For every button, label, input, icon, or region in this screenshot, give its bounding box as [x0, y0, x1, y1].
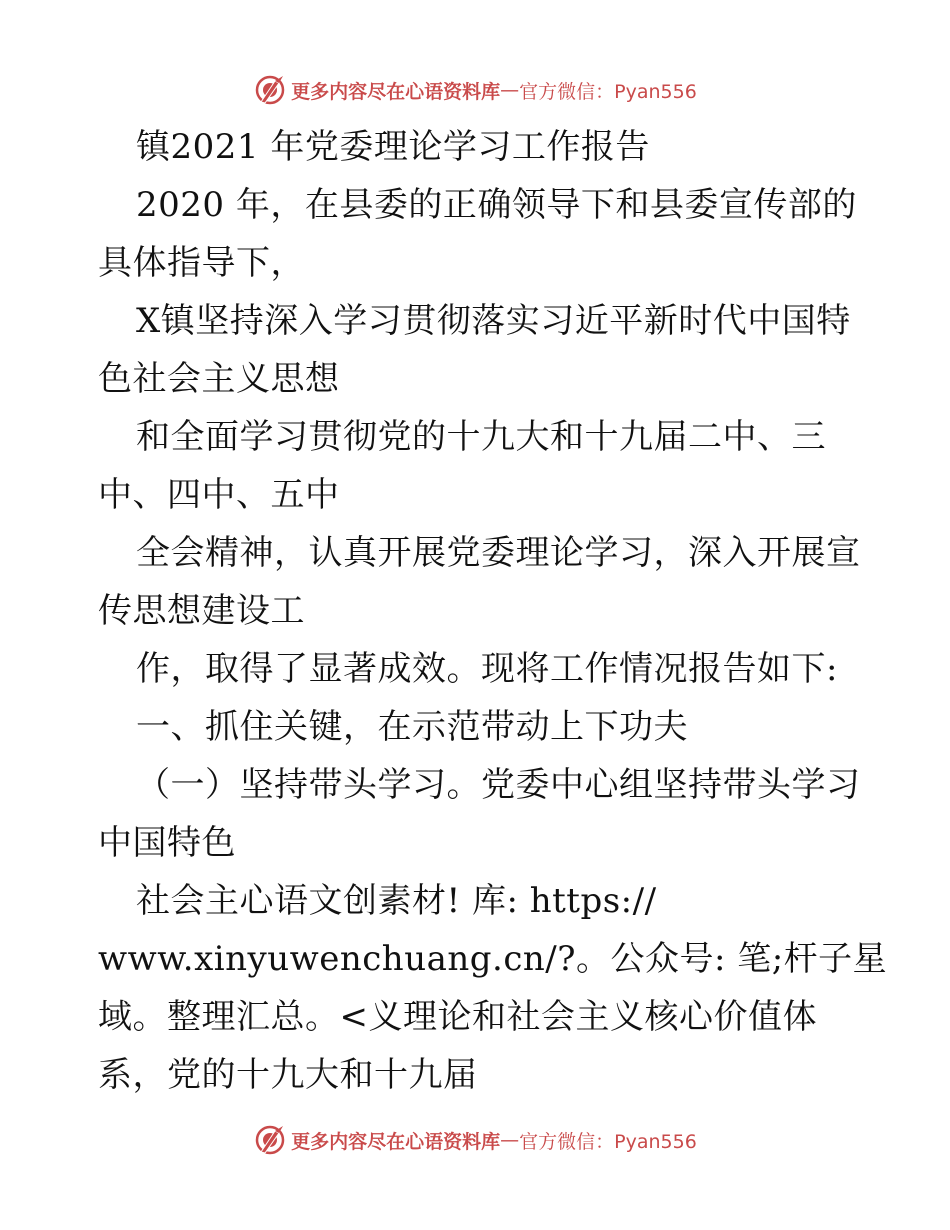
header-banner: [0, 70, 950, 110]
paragraph-line: 域。整理汇总。<义理论和社会主义核心价值体: [98, 997, 817, 1037]
paragraph-line: 具体指导下，: [98, 243, 305, 283]
footer-banner: [0, 1120, 950, 1160]
paragraph-line: www.xinyuwenchuang.cn/?。公众号: 笔;杆子星: [98, 939, 888, 979]
paragraph-line: 作，取得了显著成效。现将工作情况报告如下:: [136, 649, 838, 689]
section-heading: 一、抓住关键，在示范带动上下功夫: [136, 707, 688, 747]
paragraph-line: 和全面学习贯彻党的十九大和十九届二中、三: [136, 417, 826, 457]
paragraph-line: X镇坚持深入学习贯彻落实习近平新时代中国特: [136, 301, 851, 341]
paragraph-line: 2020 年，在县委的正确领导下和县委宣传部的: [136, 185, 857, 225]
banner-separator: —: [500, 79, 520, 101]
paragraph-line: 系，党的十九大和十九届: [98, 1055, 478, 1095]
banner-promo-text: 更多内容尽在心语资料库: [291, 1130, 501, 1153]
subsection-heading-line: （一）坚持带头学习。党委中心组坚持带头学习: [136, 765, 861, 805]
banner-promo-text: 更多内容尽在心语资料库: [291, 80, 501, 103]
document-title: 镇2021 年党委理论学习工作报告: [136, 127, 650, 167]
banner-contact-text: 官方微信：Pyan556: [519, 1130, 697, 1153]
paragraph-line: 中国特色: [98, 823, 236, 863]
paragraph-line: 色社会主义思想: [98, 359, 340, 399]
paragraph-line: 传思想建设工: [98, 591, 305, 631]
quill-logo-icon: [253, 73, 287, 107]
banner-separator: —: [500, 1129, 520, 1151]
quill-logo-icon: [253, 1123, 287, 1157]
paragraph-line: 社会主心语文创素材! 库: https://: [136, 881, 657, 921]
document-body: [98, 118, 888, 1104]
paragraph-line: 中、四中、五中: [98, 475, 340, 515]
banner-contact-text: 官方微信：Pyan556: [519, 80, 697, 103]
paragraph-line: 全会精神，认真开展党委理论学习，深入开展宣: [136, 533, 861, 573]
